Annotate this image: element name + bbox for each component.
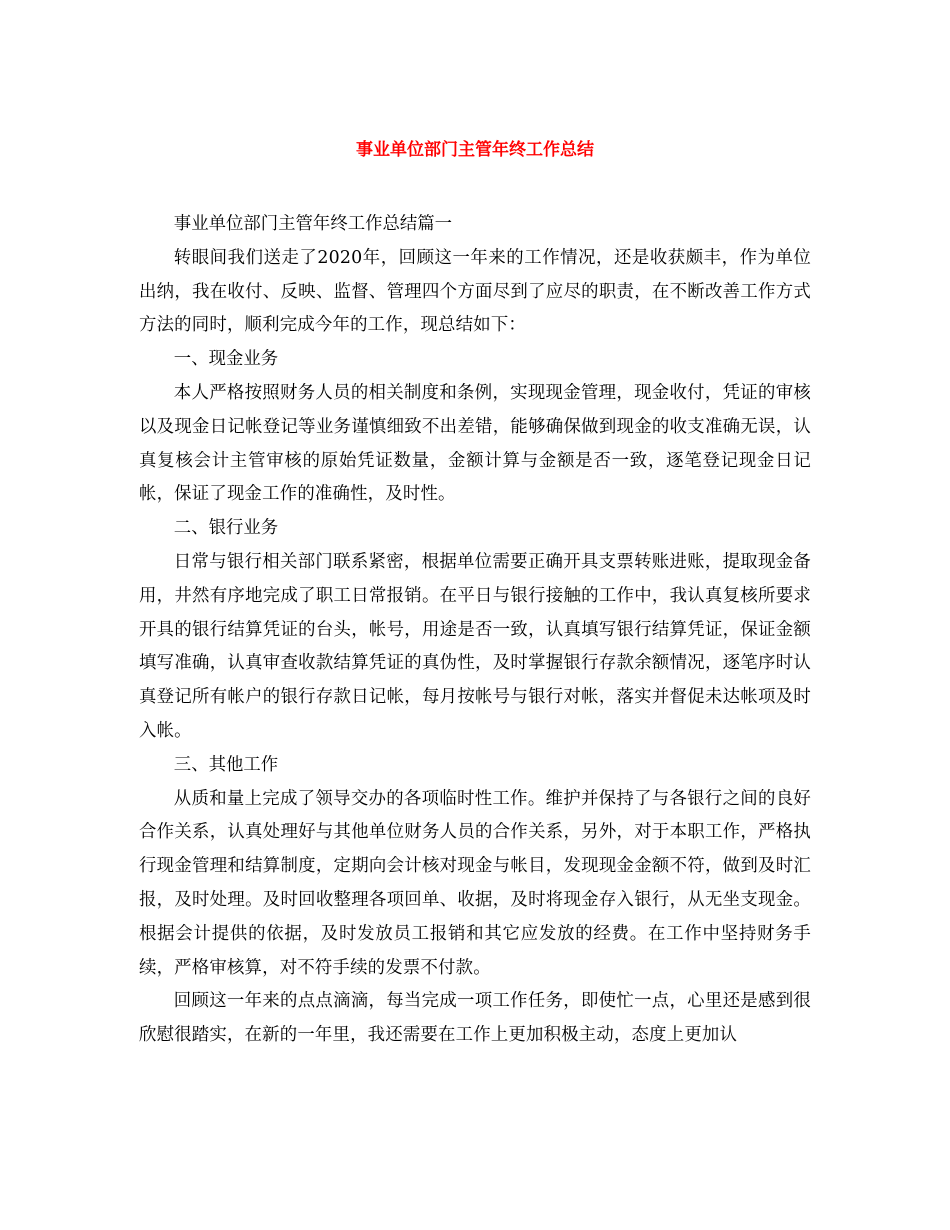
section-text-bank: 日常与银行相关部门联系紧密，根据单位需要正确开具支票转账进账，提取现金备用，井然有序地完成了职工日常报销。在平日与银行接触的工作中，我认真复核所要求开具的银行结算凭证的台头，帐号，用途是否一致，认真填写银行结算凭证，保证金额填写准确，认真审查收款结算凭证的真伪性，及时掌握银行存款余额情况，逐笔序时认真登记所有帐户的银行存款日记帐，每月按帐号与银行对帐，落实并督促未达帐项及时入帐。 xyxy=(139,551,811,741)
section-heading-bank: 二、银行业务 xyxy=(173,518,279,539)
section-heading-cash: 一、现金业务 xyxy=(173,349,279,370)
document-title: 事业单位部门主管年终工作总结 xyxy=(356,140,594,160)
section-text-other: 从质和量上完成了领导交办的各项临时性工作。维护并保持了与各银行之间的良好合作关系，认真处理好与其他单位财务人员的合作关系，另外，对于本职工作，严格执行现金管理和结算制度，定期向会计核对现金与帐目，发现现金金额不符，做到及时汇报，及时处理。及时回收整理各项回单、收据，及时将现金存入银行，从无坐支现金。根据会计提供的依据，及时发放员工报销和其它应发放的经费。在工作中坚持财务手续，严格审核算，对不符手续的发票不付款。 xyxy=(139,788,811,978)
document-subtitle: 事业单位部门主管年终工作总结篇一 xyxy=(173,214,453,234)
document-body xyxy=(139,208,811,1053)
closing-paragraph: 回顾这一年来的点点滴滴，每当完成一项工作任务，即使忙一点，心里还是感到很欣慰很踏实，在新的一年里，我还需要在工作上更加积极主动，态度上更加认 xyxy=(139,991,811,1046)
intro-paragraph: 转眼间我们送走了2020年，回顾这一年来的工作情况，还是收获颇丰，作为单位出纳，我在收付、反映、监督、管理四个方面尽到了应尽的职责，在不断改善工作方式方法的同时，顺利完成今年的工作，现总结如下： xyxy=(139,247,811,336)
section-heading-other: 三、其他工作 xyxy=(173,754,279,775)
section-text-cash: 本人严格按照财务人员的相关制度和条例，实现现金管理，现金收付，凭证的审核以及现金日记帐登记等业务谨慎细致不出差错，能够确保做到现金的收支准确无误，认真复核会计主管审核的原始凭证数量，金额计算与金额是否一致，逐笔登记现金日记帐，保证了现金工作的准确性，及时性。 xyxy=(139,382,811,505)
